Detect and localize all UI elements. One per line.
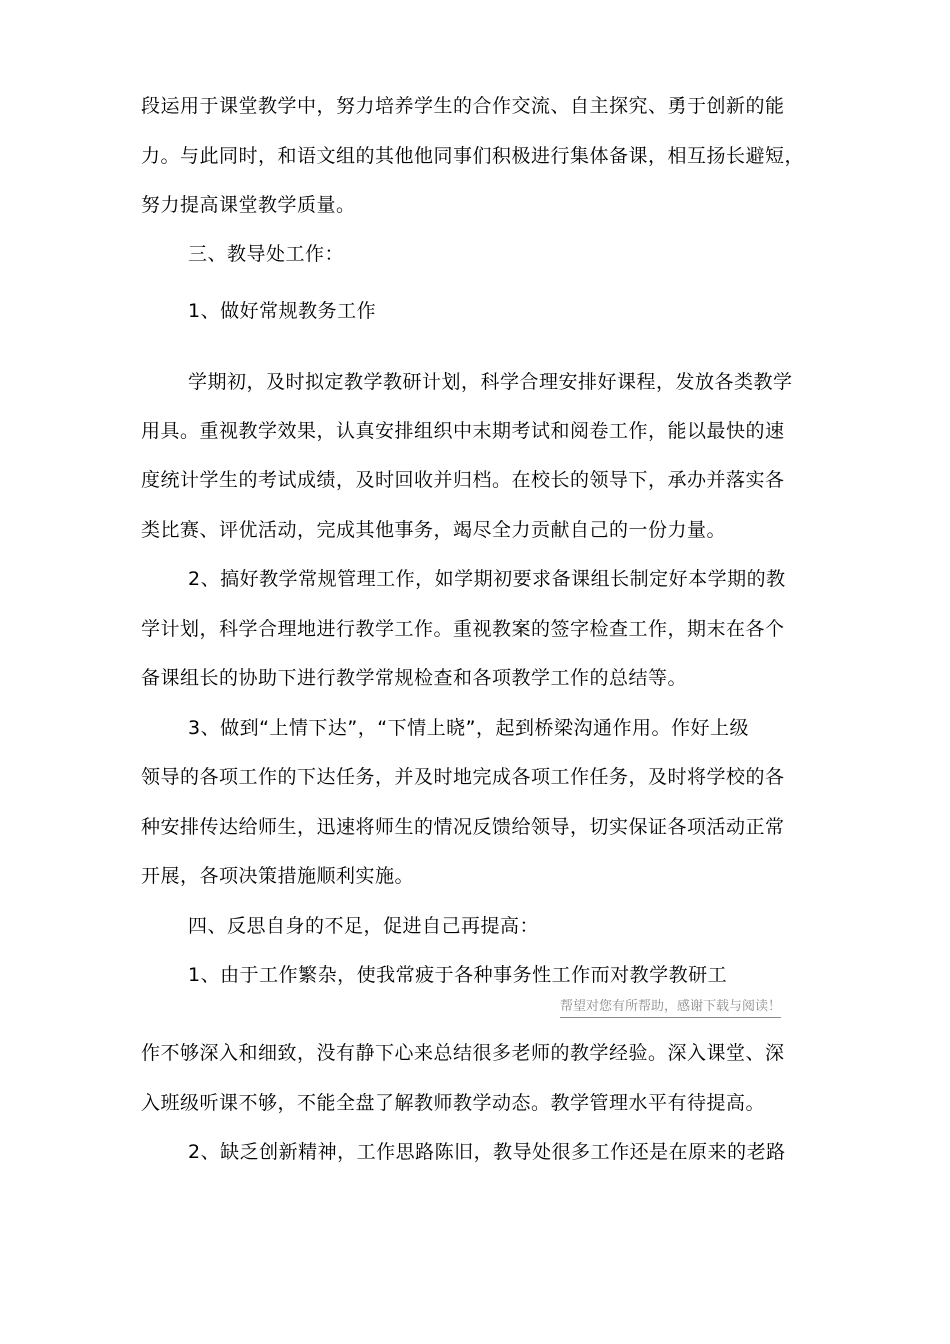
paragraph-line: 学计划，科学合理地进行教学工作。重视教案的签字检查工作，期末在各个 xyxy=(141,618,785,640)
paragraph-line: 2、缺乏创新精神，工作思路陈旧，教导处很多工作还是在原来的老路 xyxy=(188,1141,786,1163)
paragraph-line: 备课组长的协助下进行教学常规检查和各项教学工作的总结等。 xyxy=(141,667,688,689)
section-heading: 四、反思自身的不足，促进自己再提高： xyxy=(188,915,540,937)
paragraph-line: 学期初，及时拟定教学教研计划，科学合理安排好课程，发放各类教学 xyxy=(188,371,793,393)
paragraph-line: 2、搞好教学常规管理工作，如学期初要求备课组长制定好本学期的教 xyxy=(188,568,786,590)
paragraph-line: 作不够深入和细致，没有静下心来总结很多老师的教学经验。深入课堂、深 xyxy=(141,1042,785,1064)
subsection-heading: 1、做好常规教务工作 xyxy=(188,300,377,322)
paragraph-line: 1、由于工作繁杂，使我常疲于各种事务性工作而对教学教研工 xyxy=(188,964,728,986)
section-heading: 三、教导处工作： xyxy=(188,243,345,265)
download-thanks-note: 帮望对您有所帮助，感谢下载与阅读！ xyxy=(560,998,781,1018)
paragraph-line: 领导的各项工作的下达任务，并及时地完成各项工作任务，及时将学校的各 xyxy=(141,766,785,788)
paragraph-line: 入班级听课不够，不能全盘了解教师教学动态。教学管理水平有待提高。 xyxy=(141,1092,766,1114)
paragraph-line: 用具。重视教学效果，认真安排组织中末期考试和阅卷工作，能以最快的速 xyxy=(141,420,785,442)
paragraph-line: 度统计学生的考试成绩，及时回收并归档。在校长的领导下，承办并落实各 xyxy=(141,469,785,491)
paragraph-line: 段运用于课堂教学中，努力培养学生的合作交流、自主探究、勇于创新的能 xyxy=(141,95,785,117)
paragraph-line: 3、做到“上情下达”，“下情上晓”，起到桥梁沟通作用。作好上级 xyxy=(188,717,749,739)
paragraph-line: 种安排传达给师生，迅速将师生的情况反馈给领导，切实保证各项活动正常 xyxy=(141,816,785,838)
paragraph-line: 力。与此同时，和语文组的其他他同事们积极进行集体备课，相互扬长避短， xyxy=(141,145,805,167)
paragraph-line: 类比赛、评优活动，完成其他事务，竭尽全力贡献自己的一份力量。 xyxy=(141,519,727,541)
paragraph-line: 开展，各项决策措施顺利实施。 xyxy=(141,865,415,887)
paragraph-line: 努力提高课堂教学质量。 xyxy=(141,194,356,216)
